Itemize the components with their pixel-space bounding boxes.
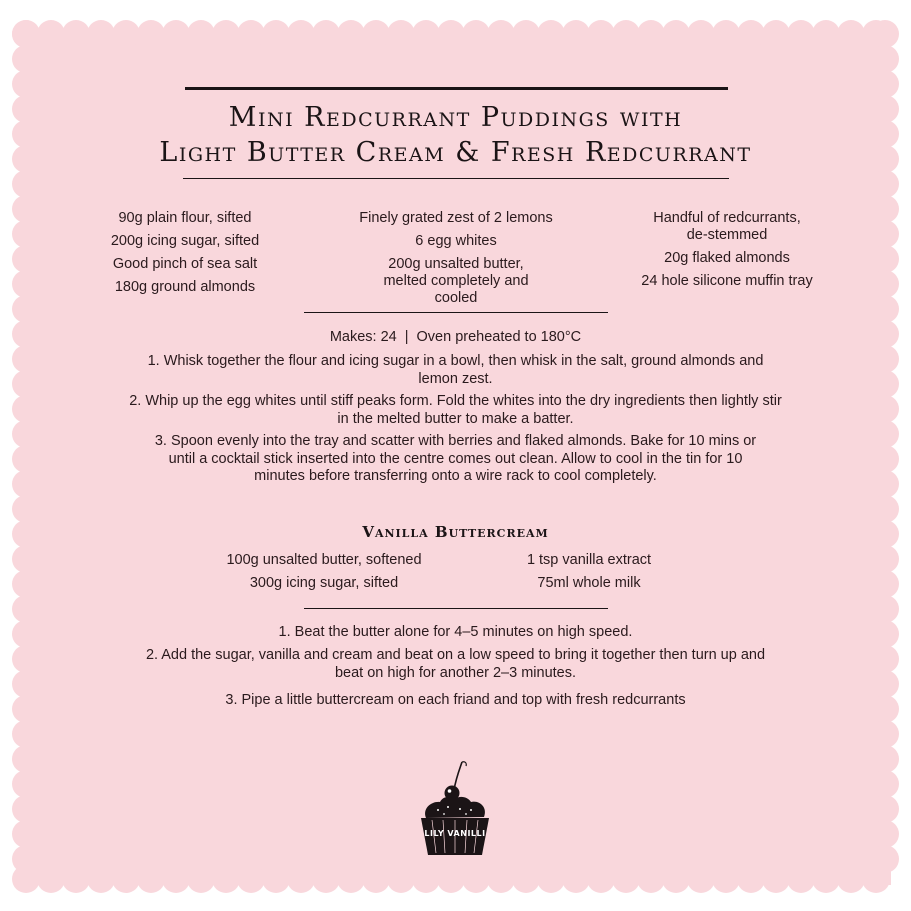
ingredient-item: 100g unsalted butter, softened [226,552,422,568]
method-step-text: 2. Whip up the egg whites until stiff peaks form. Fold the whites into the dry ingredients then lightly stir in the melted butter to make a batter. [129,393,782,427]
ingredient-item: 200g icing sugar, sifted [110,233,260,249]
ingredient-item: 1 tsp vanilla extract [526,552,652,568]
ingredient-item: 90g plain flour, sifted [118,210,252,226]
ingredient-item: Good pinch of sea salt [112,256,258,272]
ingredients-column-1 [90,210,280,302]
ingredient-item: 24 hole silicone muffin tray [641,273,813,289]
cupcake-icon [416,760,494,856]
ingredient-item: 75ml whole milk [537,575,641,591]
logo-text: LILY VANILLI [424,829,486,838]
divider-rule [304,312,608,313]
buttercream-step-1 [0,624,911,642]
buttercream-ingredients-column-1 [204,552,444,598]
method-step-text: 2. Add the sugar, vanilla and cream and beat on a low speed to bring it together then turn up and beat on high for another 2–3 minutes. [145,647,766,681]
method-step-1 [0,353,911,388]
ingredient-item: 20g flaked almonds [664,250,790,266]
makes-text: Makes: 24 [329,329,397,345]
recipe-title-line-1: Mini Redcurrant Puddings with [228,102,683,133]
ingredient-item: 200g unsalted butter, melted completely and cooled [383,256,529,306]
buttercream-heading: Vanilla Buttercream [362,523,549,541]
ingredients-column-2 [346,210,566,313]
recipe-info-line [0,329,911,347]
buttercream-step-2 [0,647,911,682]
recipe-title-line-2: Light Butter Cream & Fresh Redcurrant [159,137,752,168]
ingredient-item: Handful of redcurrants, de-stemmed [653,210,801,243]
method-step-3 [0,433,911,486]
ingredient-item: 300g icing sugar, sifted [249,575,399,591]
ingredient-item: 180g ground almonds [114,279,256,295]
title-bottom-rule [183,178,729,179]
buttercream-ingredients-column-2 [494,552,684,598]
divider-rule [304,608,608,609]
method-step-2 [0,393,911,428]
title-top-rule [185,87,728,90]
ingredient-item: Finely grated zest of 2 lemons [359,210,553,226]
buttercream-step-3 [0,692,911,710]
method-step-text: 3. Spoon evenly into the tray and scatter with berries and flaked almonds. Bake for 10 mins or until a cocktail stick inserted into the centre comes out clean. Allow to cool in the tin for 10 minutes before transferring onto a wire rack to cool completely. [154,433,757,484]
method-step-text: 1. Beat the butter alone for 4–5 minutes on high speed. [278,624,633,640]
ingredients-column-3 [632,210,822,296]
method-step-text: 1. Whisk together the flour and icing sugar in a bowl, then whisk in the salt, ground almonds and lemon zest. [147,353,764,387]
ingredient-item: 6 egg whites [415,233,497,249]
method-step-text: 3. Pipe a little buttercream on each friand and top with fresh redcurrants [225,692,686,708]
oven-text: Oven preheated to 180°C [416,329,582,345]
separator-bar: | [404,329,409,345]
